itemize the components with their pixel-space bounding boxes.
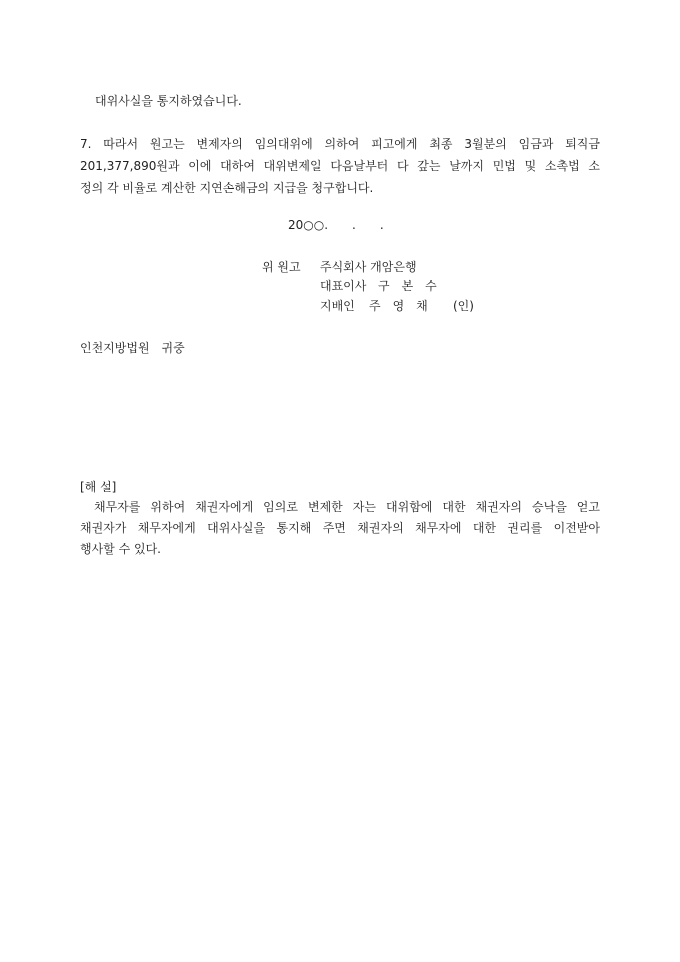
representative-title: 대표이사 bbox=[320, 279, 367, 293]
paragraph-7-line-3: 정의 각 비율로 계산한 지연손해금의 지급을 청구합니다. bbox=[80, 181, 374, 195]
manager-row bbox=[320, 298, 474, 314]
commentary-line-3: 행사할 수 있다. bbox=[80, 542, 161, 556]
paragraph-7-line-1: 7. 따라서 원고는 변제자의 임의대위에 의하여 피고에게 최종 3월분의 임금과 퇴직금 bbox=[80, 137, 600, 151]
plaintiff-row bbox=[262, 259, 417, 275]
seal-mark: (인) bbox=[453, 299, 474, 313]
plaintiff-company: 주식회사 개암은행 bbox=[320, 260, 417, 274]
plaintiff-role-label: 위 원고 bbox=[262, 260, 301, 274]
manager-name: 주 영 채 bbox=[369, 299, 428, 313]
representative-name: 구 본 수 bbox=[378, 279, 437, 293]
commentary-line-1: 채무자를 위하여 채권자에게 임의로 변제한 자는 대위함에 대한 채권자의 승낙을 얻고 bbox=[94, 500, 600, 514]
previous-paragraph-tail: 대위사실을 통지하였습니다. bbox=[95, 94, 242, 108]
commentary-line-2: 채권자가 채무자에게 대위사실을 통지해 주면 채권자의 채무자에 대한 권리를 이전받아 bbox=[80, 521, 600, 535]
paragraph-7-line-2: 201,377,890원과 이에 대하여 대위변제일 다음날부터 다 갚는 날까지 민법 및 소촉법 소 bbox=[80, 159, 600, 173]
manager-title: 지배인 bbox=[320, 299, 355, 313]
document-date: 20○○. . . bbox=[288, 218, 384, 232]
commentary-heading: [해 설] bbox=[80, 480, 117, 494]
representative-row bbox=[320, 278, 437, 294]
court-addressee: 인천지방법원 귀중 bbox=[80, 341, 185, 355]
